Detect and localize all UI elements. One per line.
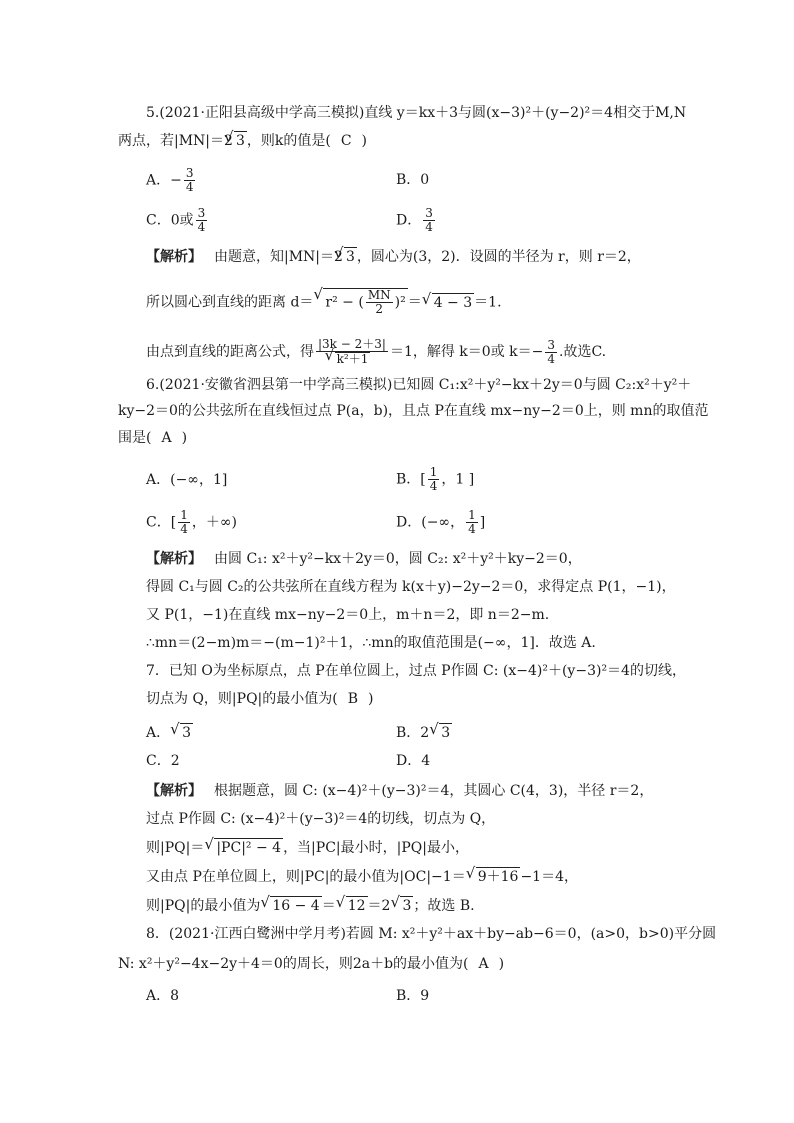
q7-stem-line-1: 7．已知 O为坐标原点，点 P在单位圆上，过点 P作圆 C: (x−4)²＋(y−3)²＝4的切线， (146, 663, 686, 679)
q6-option-b: B．[ $\frac{1}{4}$ ，1 ] (396, 465, 475, 493)
q8-option-b: B．9 (396, 988, 430, 1004)
q6-stem-line-3: 围是( A ) (118, 430, 188, 446)
q6-option-d: D．(−∞， $\frac{1}{4}$ ] (396, 508, 486, 536)
q7-option-d: D．4 (396, 753, 431, 769)
q5-stem-line-2: 两点，若|MN|＝2√ 3 ，则k的值是( C ) (118, 131, 367, 150)
q6-answer: A (161, 430, 172, 446)
q8-stem-line-1: 8．(2021·江西白鹭洲中学月考)若圆 M: x²＋y²＋ax＋by−ab−6＝0，(a>0，b>0)平分圆 (146, 926, 717, 942)
q5-answer: C (340, 133, 352, 149)
q7-solution-line-5: 则|PQ|的最小值为√ 16 − 4 ＝√ 12 ＝2√ 3 ；故选 B. (146, 896, 475, 915)
q5-stem-line-1: 5.(2021·正阳县高级中学高三模拟)直线 y＝kx＋3与圆(x−3)²＋(y−2)²＝4相交于M,N (146, 105, 687, 121)
q7-answer: B (347, 691, 359, 707)
q7-solution-line-3: 则|PQ|＝√ |PC|² − 4 ，当|PC|最小时，|PQ|最小， (146, 838, 469, 857)
q6-stem-line-1: 6.(2021·安徽省泗县第一中学高三模拟)已知圆 C₁:x²＋y²−kx＋2y＝0与圆 C₂:x²＋y²＋ (146, 377, 692, 393)
q6-solution-line-1: 【解析】 由圆 C₁: x²＋y²−kx＋2y＝0，圆 C₂: x²＋y²＋ky−2＝0， (146, 551, 582, 567)
q5-option-b: B．0 (396, 172, 430, 188)
q7-option-a: A．√ 3 (146, 723, 193, 742)
q5-solution-line-3: 由点到直线的距离公式，得 |3k − 2＋3| √ k²＋1 ＝1，解得 k＝0或 k＝− $\frac{3}{4}$ .故选C. (146, 338, 606, 366)
q7-solution-line-1: 【解析】 根据题意，圆 C: (x−4)²＋(y−3)²＝4，其圆心 C(4，3)，半径 r＝2， (146, 783, 654, 799)
q5-solution-line-1: 【解析】 由题意，知|MN|＝2√ 3 ，圆心为(3，2)．设圆的半径为 r，则 r＝2， (146, 247, 641, 266)
q5-option-c: C．0或 $\frac{3}{4}$ (146, 206, 206, 234)
q7-solution-line-4: 又由点 P在单位圆上，则|PC|的最小值为|OC|−1＝√ 9＋16 −1＝4， (146, 867, 578, 886)
q6-stem-line-2: ky−2＝0的公共弦所在直线恒过点 P(a，b)，且点 P在直线 mx−ny−2＝0上，则 mn的取值范 (118, 403, 709, 419)
q7-stem-line-2: 切点为 Q，则|PQ|的最小值为( B ) (146, 691, 374, 707)
q7-option-b: B．2√ 3 (396, 723, 452, 742)
q5-solution-line-2: 所以圆心到直线的距离 d＝√ r² − ( $\frac{MN}{2}$ )² ＝√ 4 − 3 ＝1. (146, 288, 502, 316)
q6-solution-label: 【解析】 (146, 551, 202, 567)
q6-solution-line-3: 又 P(1，−1)在直线 mx−ny−2＝0上，m＋n＝2，即 n＝2−m. (146, 607, 550, 623)
q8-stem-line-2: N: x²＋y²−4x−2y＋4＝0的周长，则2a＋b的最小值为( A ) (118, 956, 505, 972)
q6-solution-line-2: 得圆 C₁与圆 C₂的公共弦所在直线方程为 k(x＋y)−2y−2＝0，求得定点 P(1，−1)， (146, 579, 676, 595)
q5-option-d: D． $\frac{3}{4}$ (396, 206, 433, 234)
q6-option-c: C．[ $\frac{1}{4}$ ，＋∞) (146, 508, 237, 536)
q8-option-a: A．8 (146, 988, 180, 1004)
q7-option-c: C．2 (146, 753, 180, 769)
q7-solution-label: 【解析】 (146, 783, 202, 799)
q5-solution-label: 【解析】 (146, 249, 202, 265)
q6-option-a: A．(−∞，1] (146, 472, 228, 488)
q6-solution-line-4: ∴mn＝(2−m)m＝−(m−1)²＋1，∴mn的取值范围是(−∞，1]．故选 A. (146, 635, 596, 651)
q8-answer: A (478, 956, 489, 972)
q7-solution-line-2: 过点 P作圆 C: (x−4)²＋(y−3)²＝4的切线，切点为 Q， (146, 811, 496, 827)
q5-option-a: A．− $\frac{3}{4}$ (146, 166, 194, 194)
